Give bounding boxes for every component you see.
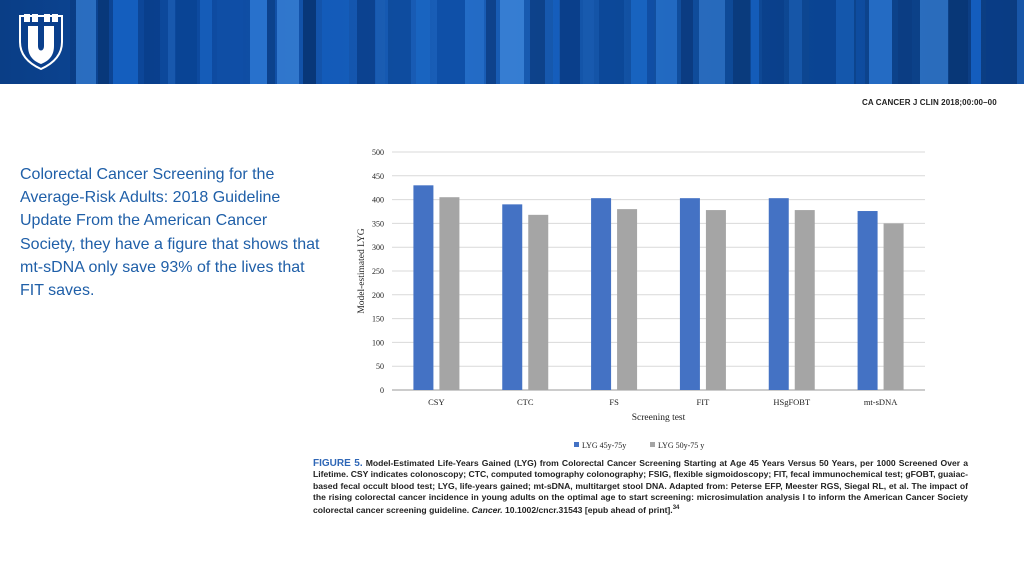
bar — [413, 185, 433, 390]
banner-stripe — [560, 0, 580, 84]
bar — [617, 209, 637, 390]
banner-stripe — [113, 0, 138, 84]
banner-stripe — [631, 0, 647, 84]
banner-stripe — [500, 0, 524, 84]
banner-stripe — [789, 0, 802, 84]
caption-doi: 10.1002/cncr.31543 [epub ahead of print]. — [505, 505, 673, 516]
banner-stripe — [388, 0, 411, 84]
banner-stripe — [762, 0, 784, 84]
bar — [591, 198, 611, 390]
bar — [439, 197, 459, 390]
banner-stripe — [599, 0, 624, 84]
banner-stripe — [809, 0, 836, 84]
caption-text: Model-Estimated Life-Years Gained (LYG) from Colorectal Cancer Screening Starting at Age 45 Years Versus 50 Years, per 1000 Screened Over a Lifetime. CSY indicates colonoscopy; CTC, computed tomography colonography; FSIG, flexible sigmoidoscopy; FIT, fecal immunochemical test; gFOBT, guaiac-based fecal occult blood test; LYG, life-years gained; mt-sDNA, multitarget stool DNA. Adapted from: Peterse EFP, Meester RGS, Siegal RL, et al. The impact of the rising colorectal cancer incidence in young adults on the optimal age to start screening: microsimulation analysis I to inform the American Cancer Society colorectal cancer screening guideline. — [313, 458, 969, 516]
banner-stripe — [465, 0, 484, 84]
banner-stripe — [277, 0, 299, 84]
bar — [795, 210, 815, 390]
banner-stripe — [920, 0, 948, 84]
x-tick-label: FS — [609, 397, 619, 407]
banner-stripe — [98, 0, 109, 84]
y-tick-label: 150 — [372, 314, 384, 324]
x-tick-label: mt-sDNA — [863, 397, 898, 407]
bar — [502, 204, 522, 390]
banner-stripe — [898, 0, 912, 84]
bar — [528, 215, 548, 390]
y-tick-label: 400 — [372, 195, 384, 205]
banner-stripe — [416, 0, 430, 84]
banner-stripe — [267, 0, 275, 84]
y-tick-label: 200 — [372, 290, 384, 300]
banner-stripe — [647, 0, 654, 84]
legend-label: LYG 45y-75y — [582, 441, 627, 450]
banner-stripe — [1017, 0, 1024, 84]
figure-caption — [313, 458, 968, 516]
x-tick-label: CTC — [516, 397, 534, 407]
banner-stripe — [486, 0, 496, 84]
x-tick-label: CSY — [428, 397, 445, 407]
bar — [884, 223, 904, 390]
banner-stripe — [357, 0, 375, 84]
banner-stripe — [76, 0, 96, 84]
banner-stripe — [856, 0, 865, 84]
bar — [858, 211, 878, 390]
banner-stripe — [733, 0, 750, 84]
banner-stripe — [200, 0, 212, 84]
bar — [769, 198, 789, 390]
banner-stripe — [986, 0, 1010, 84]
y-tick-label: 50 — [376, 362, 384, 372]
x-tick-label: HSgFOBT — [773, 397, 811, 407]
y-axis-label: Model-estimated LYG — [357, 228, 367, 314]
figure-label: FIGURE 5. — [313, 458, 363, 469]
y-tick-label: 350 — [372, 219, 384, 229]
banner-stripe — [303, 0, 316, 84]
banner-stripe — [217, 0, 243, 84]
banner-stripe — [836, 0, 854, 84]
x-tick-label: FIT — [696, 397, 710, 407]
journal-reference: CA CANCER J CLIN 2018;00:00–00 — [862, 98, 997, 107]
banner-stripe — [376, 0, 385, 84]
banner-stripe — [681, 0, 693, 84]
banner-stripe — [144, 0, 160, 84]
y-tick-label: 250 — [372, 267, 384, 276]
y-tick-label: 450 — [372, 171, 384, 181]
banner-stripe — [699, 0, 725, 84]
legend-swatch — [650, 442, 655, 447]
banner-stripe — [322, 0, 349, 84]
y-tick-label: 100 — [372, 338, 384, 348]
bar-chart — [350, 140, 940, 455]
legend-swatch — [574, 442, 579, 447]
y-tick-label: 300 — [372, 243, 384, 253]
y-tick-label: 500 — [372, 148, 384, 157]
bar — [706, 210, 726, 390]
caption-reference-number: 34 — [672, 505, 680, 512]
banner-stripe — [583, 0, 594, 84]
banner-stripe — [656, 0, 677, 84]
x-axis-label: Screening test — [631, 413, 686, 423]
caption-journal: Cancer. — [471, 505, 503, 516]
header-banner — [0, 0, 1024, 84]
banner-stripe — [553, 0, 559, 84]
bar — [680, 198, 700, 390]
legend-label: LYG 50y-75 y — [658, 441, 705, 450]
banner-stripe — [250, 0, 267, 84]
banner-stripe — [751, 0, 759, 84]
banner-stripe — [437, 0, 465, 84]
banner-stripe — [530, 0, 545, 84]
slide-body-text: Colorectal Cancer Screening for the Average-Risk Adults: 2018 Guideline Update From the American Cancer Society, they have a figure that shows that mt-sDNA only save 93% of the lives that FIT saves. — [20, 166, 320, 300]
banner-stripe — [176, 0, 197, 84]
banner-stripe — [168, 0, 175, 84]
university-shield-logo-icon — [18, 12, 64, 70]
banner-stripe — [971, 0, 981, 84]
banner-stripe — [869, 0, 892, 84]
y-tick-label: 0 — [380, 386, 384, 395]
banner-stripe — [949, 0, 968, 84]
